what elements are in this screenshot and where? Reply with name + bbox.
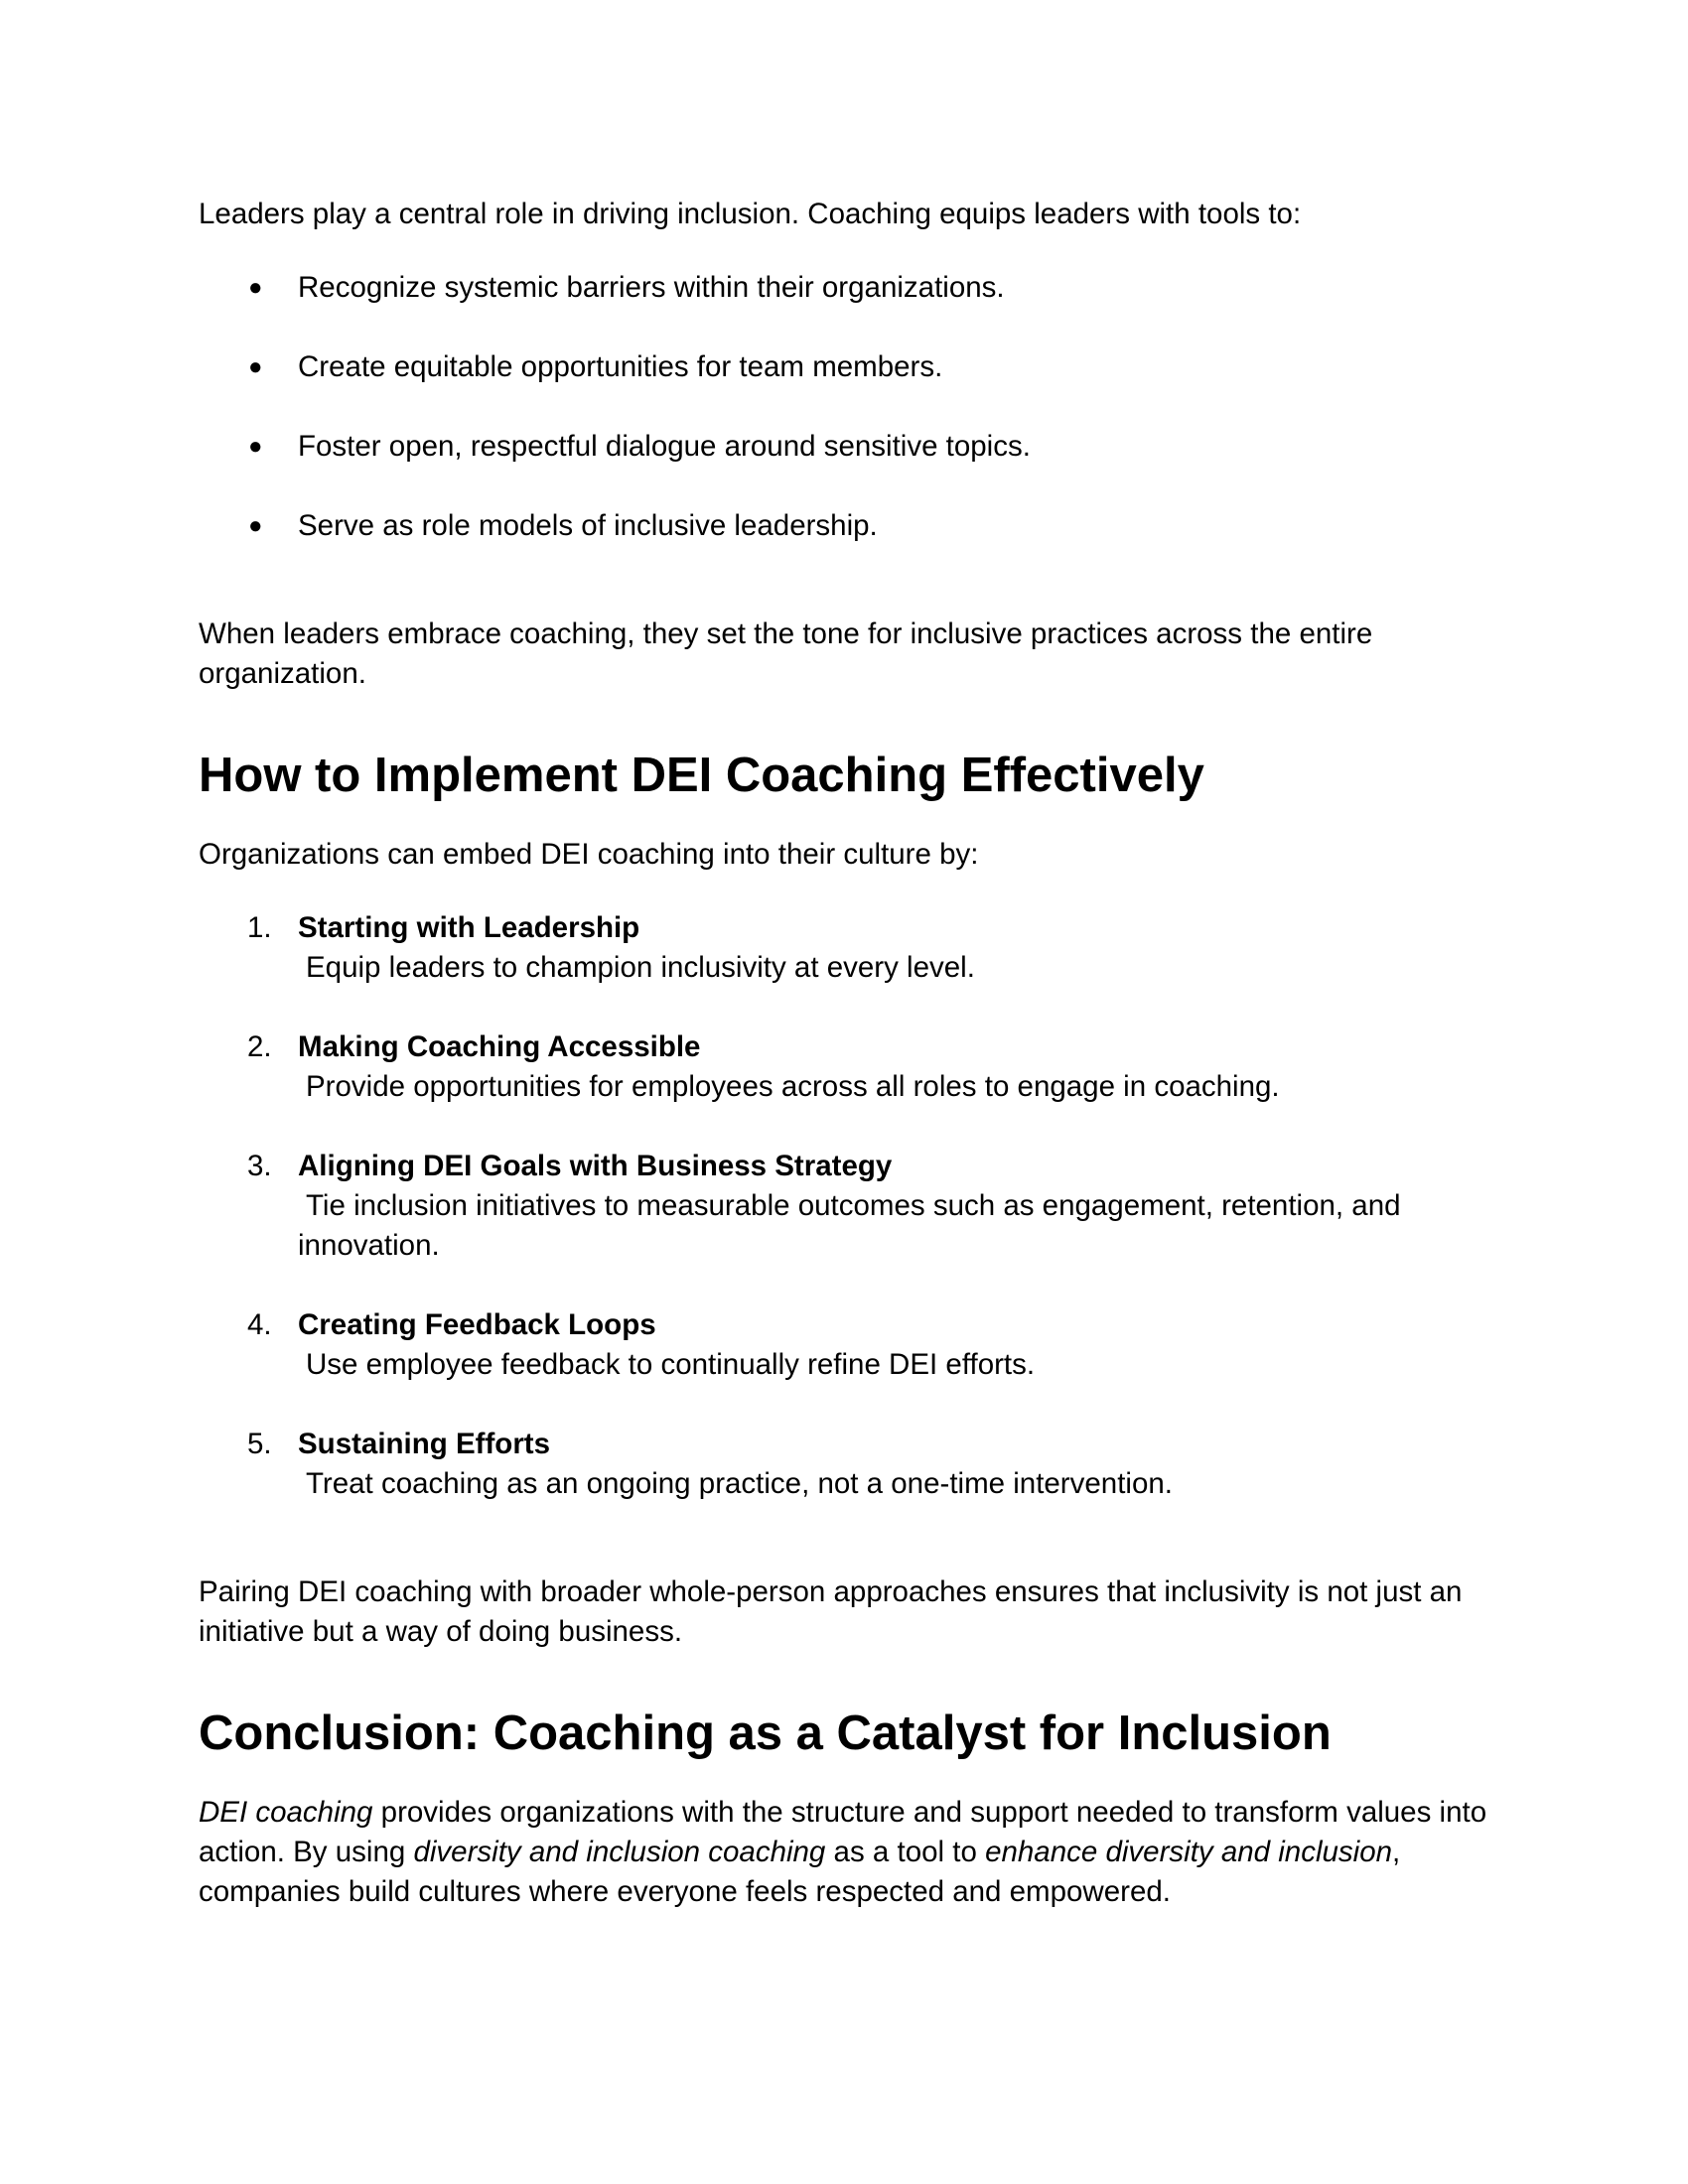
step-description: Equip leaders to champion inclusivity at every level. [306, 951, 975, 984]
bullet-icon: ● [248, 353, 263, 380]
section-heading-conclusion: Conclusion: Coaching as a Catalyst for Inclusion [199, 1706, 1332, 1760]
bullet-icon: ● [248, 433, 263, 460]
list-item-text: Foster open, respectful dialogue around sensitive topics. [298, 430, 1031, 463]
step-number: 4. [247, 1308, 272, 1341]
list-item [199, 268, 1489, 308]
step-description: Treat coaching as an ongoing practice, not a one-time intervention. [306, 1467, 1173, 1500]
implementation-steps-list [199, 908, 1489, 1504]
step-title: Sustaining Efforts [298, 1428, 551, 1460]
body-text: , companies build cultures where everyone feels respected and empowered. [199, 1836, 1401, 1908]
implement-intro-paragraph: Organizations can embed DEI coaching into their culture by: [199, 838, 979, 871]
step-number: 3. [247, 1150, 272, 1182]
implement-closing-paragraph: Pairing DEI coaching with broader whole-person approaches ensures that inclusivity is not just an initiative but a way of doing business. [199, 1575, 1463, 1648]
list-item-text: Serve as role models of inclusive leadership. [298, 509, 878, 542]
list-item [199, 506, 1489, 546]
list-item [199, 427, 1489, 467]
list-item [199, 1305, 1489, 1385]
step-title: Aligning DEI Goals with Business Strategy [298, 1150, 893, 1182]
step-title: Creating Feedback Loops [298, 1308, 656, 1341]
step-number: 5. [247, 1428, 272, 1460]
step-title: Starting with Leadership [298, 911, 640, 944]
list-item [199, 1147, 1489, 1266]
leaders-closing-paragraph: When leaders embrace coaching, they set the tone for inclusive practices across the entire organization. [199, 617, 1373, 690]
body-text: provides organizations with the structure and support needed to transform values into action. By using [199, 1796, 1487, 1868]
document-page [199, 195, 1489, 1912]
bullet-icon: ● [248, 512, 263, 539]
list-item [199, 347, 1489, 387]
bullet-icon: ● [248, 274, 263, 301]
step-number: 1. [247, 911, 272, 944]
emphasis-text: enhance diversity and inclusion [985, 1836, 1393, 1868]
step-description: Use employee feedback to continually refine DEI efforts. [306, 1348, 1036, 1381]
conclusion-paragraph [199, 1793, 1489, 1912]
intro-paragraph: Leaders play a central role in driving inclusion. Coaching equips leaders with tools to: [199, 198, 1302, 230]
list-item [199, 1027, 1489, 1107]
emphasis-text: diversity and inclusion coaching [413, 1836, 826, 1868]
list-item-text: Recognize systemic barriers within their organizations. [298, 271, 1005, 304]
emphasis-text: DEI coaching [199, 1796, 373, 1829]
list-item [199, 1425, 1489, 1504]
body-text: as a tool to [825, 1836, 986, 1868]
step-description: Provide opportunities for employees across all roles to engage in coaching. [306, 1070, 1280, 1103]
step-description: Tie inclusion initiatives to measurable outcomes such as engagement, retention, and innovation. [298, 1189, 1401, 1262]
step-number: 2. [247, 1030, 272, 1063]
leader-tools-list [199, 268, 1489, 546]
step-title: Making Coaching Accessible [298, 1030, 701, 1063]
section-heading-implement: How to Implement DEI Coaching Effectively [199, 749, 1204, 802]
list-item-text: Create equitable opportunities for team members. [298, 350, 943, 383]
list-item [199, 908, 1489, 988]
